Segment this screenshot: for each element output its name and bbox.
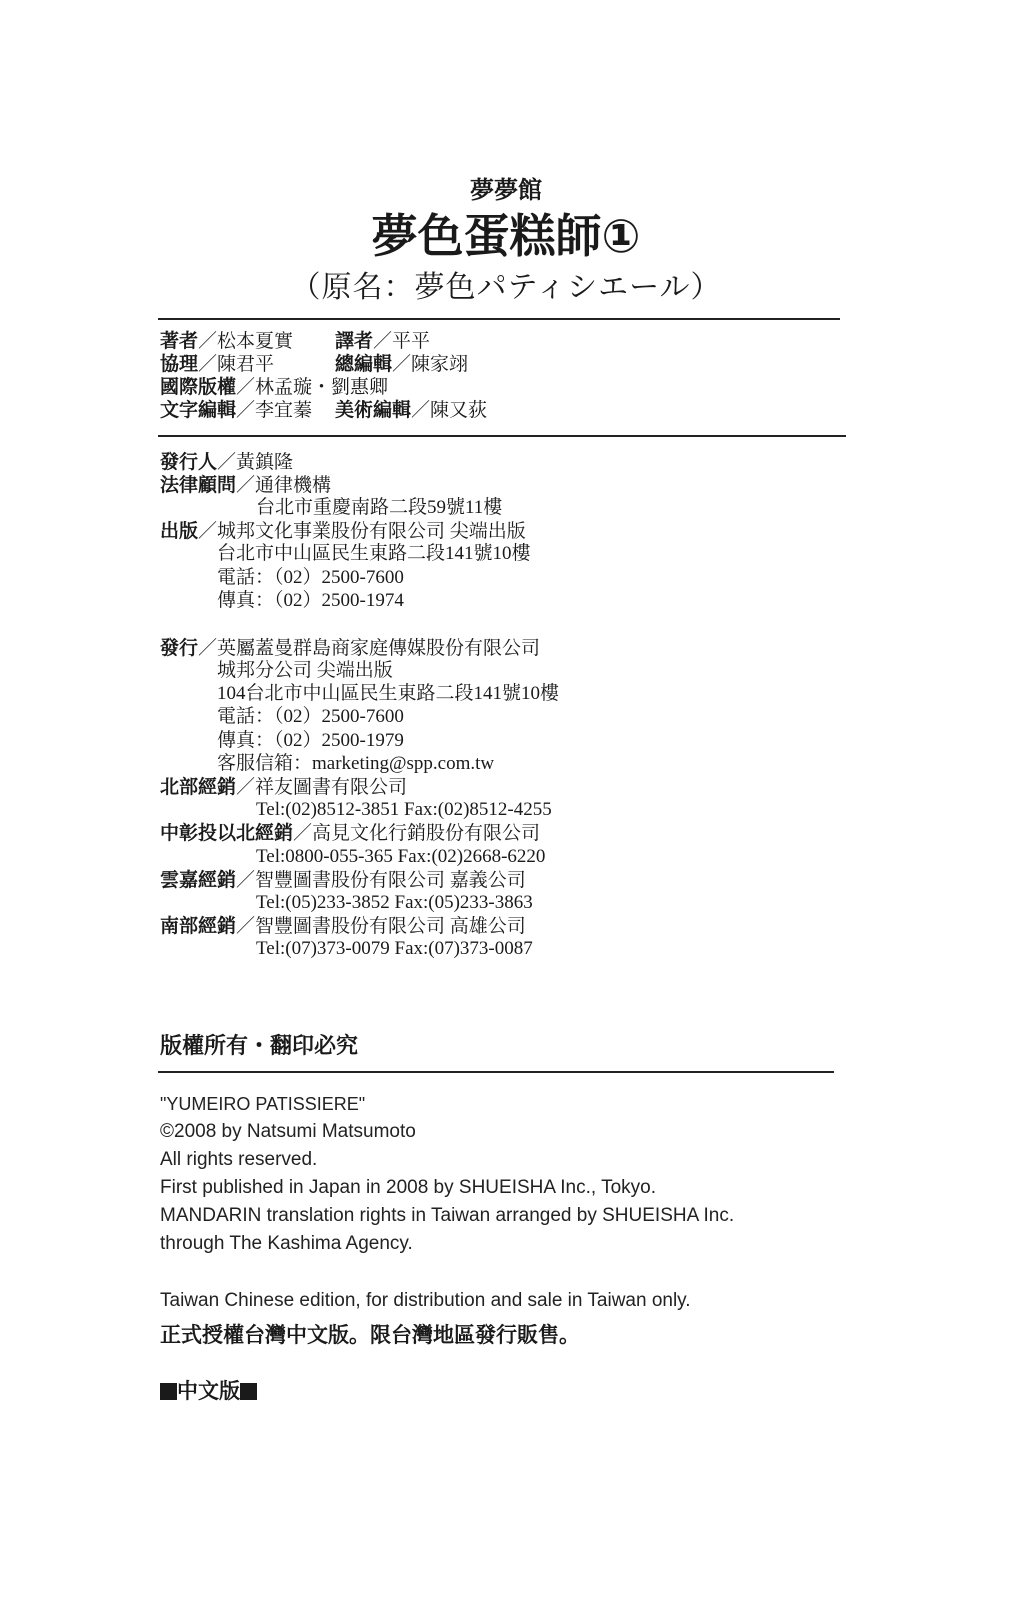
issuer: 發行人／黃鎮隆 — [160, 451, 294, 473]
dealer-south-contact: Tel:(07)373-0079 Fax:(07)373-0087 — [256, 938, 533, 959]
english-line: MANDARIN translation rights in Taiwan arranged by SHUEISHA Inc. — [160, 1205, 735, 1226]
book-title: 夢色蛋糕師① — [371, 209, 641, 263]
publisher-fax: 傳真：（02）2500-1974 — [217, 590, 404, 611]
publisher-address: 台北市中山區民生東路二段141號10樓 — [217, 543, 531, 564]
credit-row: 文字編輯／李宜蓁 — [160, 399, 313, 421]
english-line: First published in Japan in 2008 by SHUEISHA Inc., Tokyo. — [160, 1177, 657, 1198]
series-name: 夢夢館 — [470, 176, 542, 204]
english-line: "YUMEIRO PATISSIERE" — [160, 1094, 366, 1114]
edition-english: Taiwan Chinese edition, for distribution and sale in Taiwan only. — [160, 1290, 691, 1311]
dealer-yunchia-contact: Tel:(05)233-3852 Fax:(05)233-3863 — [256, 892, 533, 913]
divider-top — [158, 318, 840, 320]
dealer-yunchia: 雲嘉經銷／智豐圖書股份有限公司 嘉義公司 — [160, 869, 526, 891]
dealer-north: 北部經銷／祥友圖書有限公司 — [160, 776, 408, 798]
distributor-address: 104台北市中山區民生東路二段141號10樓 — [217, 683, 560, 704]
credit-row: 國際版權／林孟璇・劉惠卿 — [160, 376, 389, 398]
credit-row: 協理／陳君平 — [160, 353, 275, 375]
divider-credits — [158, 435, 846, 437]
distributor-fax: 傳真：（02）2500-1979 — [217, 730, 404, 751]
credit-row: 總編輯／陳家翊 — [335, 353, 469, 375]
legal-advisor: 法律顧問／通律機構 — [160, 474, 332, 496]
publisher-name: 出版／城邦文化事業股份有限公司 尖端出版 — [160, 520, 526, 542]
distributor-branch: 城邦分公司 尖端出版 — [217, 660, 393, 681]
english-line: ©2008 by Natsumi Matsumoto — [160, 1121, 416, 1142]
english-line: through The Kashima Agency. — [160, 1233, 413, 1254]
credit-row: 美術編輯／陳又荻 — [335, 399, 488, 421]
copyright-notice: 版權所有・翻印必究 — [160, 1034, 359, 1059]
dealer-north-contact: Tel:(02)8512-3851 Fax:(02)8512-4255 — [256, 799, 552, 820]
english-line: All rights reserved. — [160, 1149, 318, 1170]
square-icon — [240, 1383, 257, 1400]
edition-chinese: 正式授權台灣中文版。限台灣地區發行販售。 — [160, 1323, 580, 1347]
square-icon — [160, 1383, 177, 1400]
dealer-south: 南部經銷／智豐圖書股份有限公司 高雄公司 — [160, 915, 526, 937]
legal-address: 台北市重慶南路二段59號11樓 — [256, 497, 503, 518]
distributor: 發行／英屬蓋曼群島商家庭傳媒股份有限公司 — [160, 637, 541, 659]
credit-row: 譯者／平平 — [335, 330, 431, 352]
divider-copyright — [158, 1071, 834, 1073]
distributor-phone: 電話：（02）2500-7600 — [217, 706, 404, 727]
credit-row: 著者／松本夏實 — [160, 330, 294, 352]
publisher-phone: 電話：（02）2500-7600 — [217, 567, 404, 588]
chinese-edition-mark: 中文版 — [160, 1375, 257, 1405]
dealer-central-contact: Tel:0800-055-365 Fax:(02)2668-6220 — [256, 846, 546, 867]
original-title: （原名：夢色パティシエール） — [290, 270, 722, 305]
distributor-email: 客服信箱：marketing@spp.com.tw — [217, 753, 495, 774]
dealer-central: 中彰投以北經銷／高見文化行銷股份有限公司 — [160, 822, 541, 844]
